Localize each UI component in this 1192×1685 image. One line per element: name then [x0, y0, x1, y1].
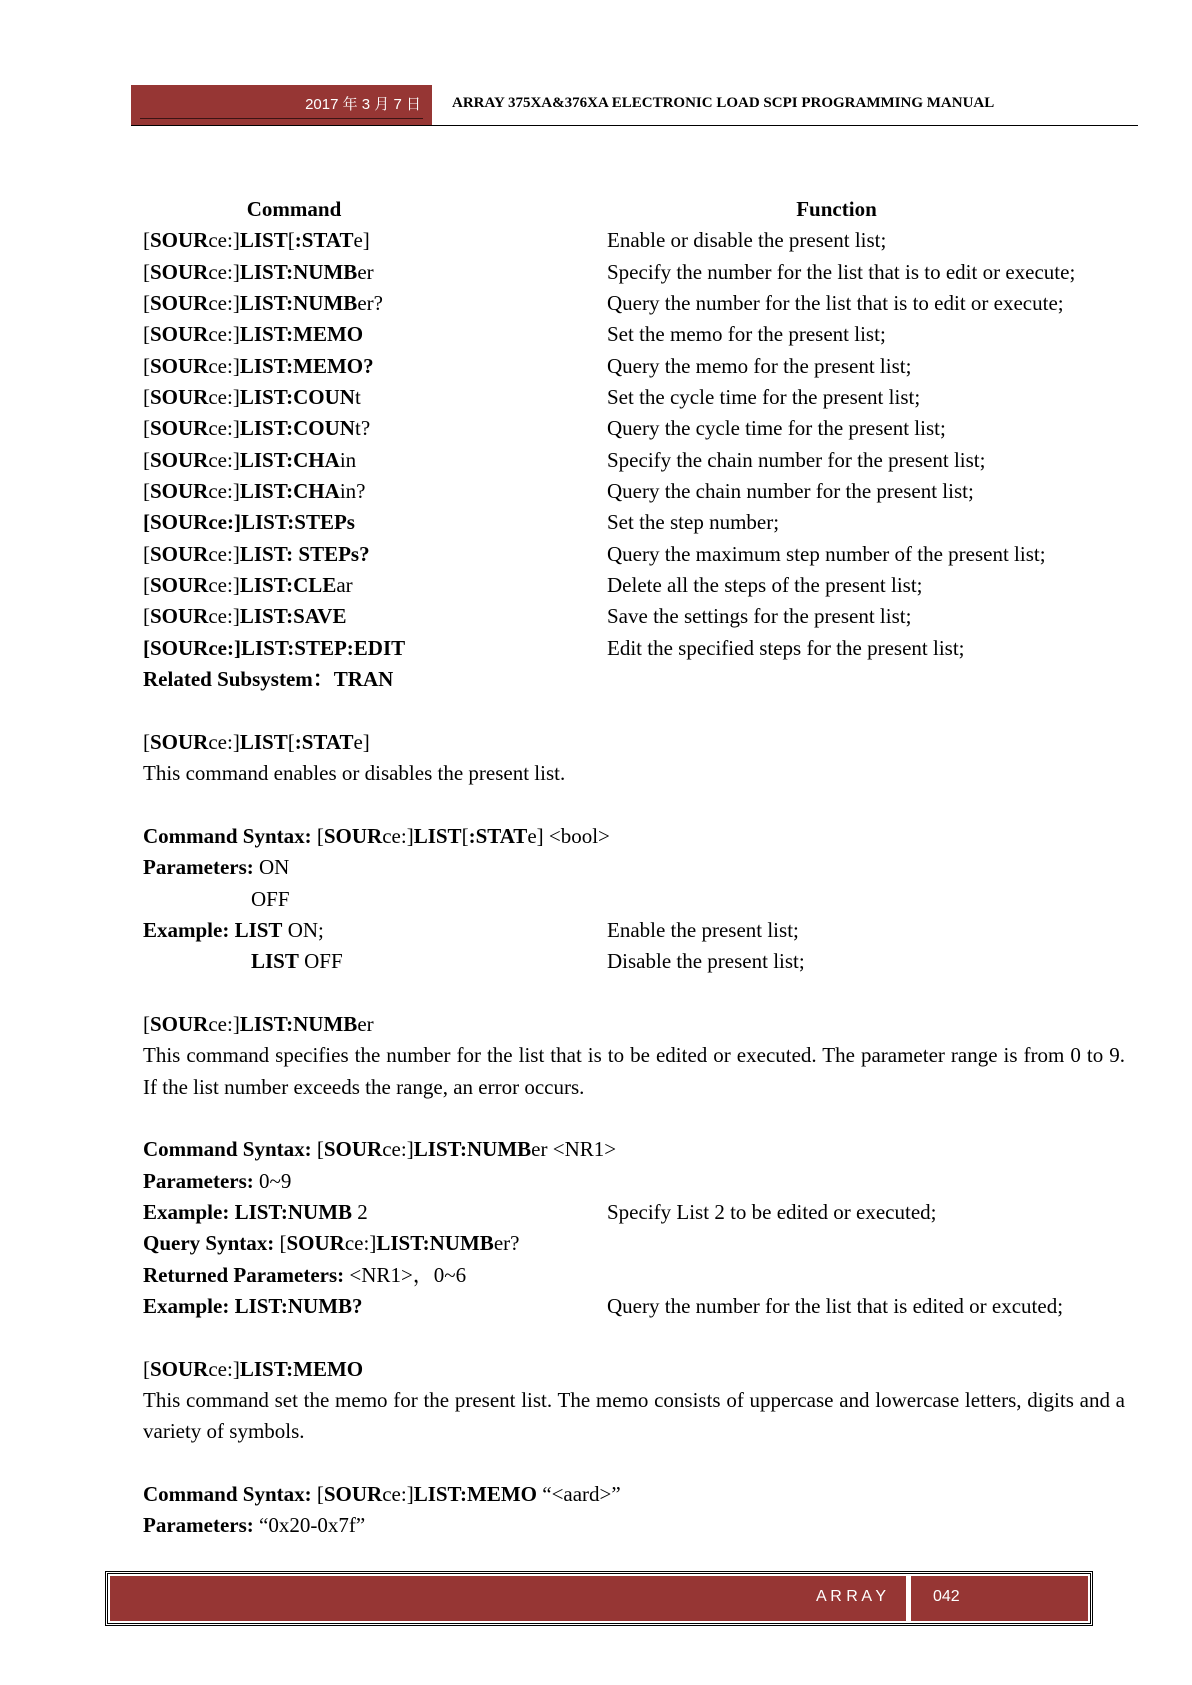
- function-cell: Edit the specified steps for the present list;: [607, 635, 965, 660]
- command-part-bold: LIST:CHA: [239, 447, 340, 472]
- value-part-text: ce:]: [382, 823, 414, 848]
- description-line: [0, 1040, 1125, 1071]
- command-part-bold: [SOURce:]LIST:STEPs: [143, 510, 355, 535]
- command-part-bold: LIST:SAVE: [239, 604, 347, 629]
- command-part-text: [: [143, 541, 150, 566]
- command-cell: [143, 542, 370, 566]
- command-table-row: [0, 476, 1125, 507]
- value-part-bold: LIST:NUMB: [234, 1200, 353, 1224]
- header-date: 2017 年 3 月 7 日: [305, 96, 421, 113]
- command-part-bold: LIST:COUN: [239, 416, 355, 441]
- heading-part-bold: LIST:NUMB: [239, 1011, 358, 1036]
- detail-note: Specify List 2 to be edited or executed;: [607, 1200, 937, 1224]
- function-cell: Query the maximum step number of the present list;: [607, 541, 1046, 566]
- detail-label: Example:: [143, 917, 230, 942]
- value-part-text: e] <bool>: [527, 823, 610, 848]
- command-part-bold: SOUR: [150, 228, 209, 253]
- command-table-row: [0, 539, 1125, 570]
- value-part-bold: SOUR: [323, 1482, 383, 1507]
- value-part-text: ON;: [282, 917, 324, 942]
- command-table-row: [0, 601, 1125, 632]
- command-part-text: er?: [357, 291, 383, 316]
- command-part-bold: SOUR: [150, 447, 209, 472]
- function-cell: Specify the chain number for the present list;: [607, 447, 986, 472]
- function-cell: Query the chain number for the present list;: [607, 479, 974, 504]
- command-part-bold: LIST:NUMB: [239, 291, 358, 316]
- command-part-bold: SOUR: [150, 573, 209, 598]
- heading-part-bold: SOUR: [150, 1011, 209, 1036]
- command-part-text: [: [143, 259, 150, 284]
- command-cell: [143, 510, 355, 534]
- heading-part-bold: SOUR: [150, 1356, 209, 1381]
- related-subsystem-row: [0, 664, 1125, 695]
- command-part-text: ce:]: [208, 447, 240, 472]
- heading-part-bold: LIST: [239, 729, 288, 754]
- command-cell: [143, 322, 363, 346]
- command-cell: [143, 354, 374, 378]
- command-table-row: [0, 570, 1125, 601]
- value-part-bold: :STAT: [468, 823, 528, 848]
- detail-row: [0, 884, 1125, 915]
- detail-label: Command Syntax:: [143, 1137, 312, 1162]
- value-part-text: [: [279, 1231, 287, 1256]
- command-table-row: [0, 382, 1125, 413]
- value-part-bold: LIST: [413, 823, 462, 848]
- header-date-box: [131, 85, 432, 126]
- description-text: This command set the memo for the present list. The memo consists of uppercase and lowercase letters, digits and a: [143, 1388, 1125, 1413]
- command-part-bold: LIST:MEMO: [239, 322, 364, 347]
- command-part-text: ce:]: [208, 479, 240, 504]
- command-table-row: [0, 225, 1125, 256]
- detail-label: Parameters:: [143, 1168, 254, 1193]
- table-header-row: [0, 194, 1125, 225]
- command-part-text: ce:]: [208, 259, 240, 284]
- value-part-bold: SOUR: [286, 1231, 345, 1256]
- function-cell: Enable or disable the present list;: [607, 228, 887, 253]
- command-part-text: ar: [336, 573, 353, 598]
- function-cell: Query the number for the list that is to edit or execute;: [607, 291, 1064, 316]
- heading-part-text: er: [357, 1011, 374, 1036]
- command-part-text: ce:]: [208, 573, 240, 598]
- command-part-text: ce:]: [208, 353, 240, 378]
- value-part-text: [: [461, 823, 469, 848]
- function-cell: Delete all the steps of the present list;: [607, 573, 923, 598]
- command-part-text: t?: [354, 416, 371, 441]
- command-table-row: [0, 507, 1125, 538]
- command-part-text: [: [287, 228, 295, 253]
- value-part-text: “0x20-0x7f”: [259, 1513, 366, 1538]
- function-cell: Save the settings for the present list;: [607, 604, 912, 629]
- command-table-row: [0, 633, 1125, 664]
- command-cell: [143, 604, 346, 628]
- command-table-row: [0, 288, 1125, 319]
- value-part-bold: LIST: [251, 949, 299, 974]
- command-part-bold: SOUR: [150, 259, 209, 284]
- heading-part-text: ce:]: [208, 1011, 240, 1036]
- heading-part-bold: SOUR: [150, 729, 209, 754]
- command-part-text: [: [143, 322, 150, 347]
- detail-row: [0, 1510, 1125, 1541]
- heading-part-text: [: [287, 729, 295, 754]
- command-table-row: [0, 319, 1125, 350]
- detail-row: [0, 946, 1125, 977]
- command-part-bold: LIST: STEPs?: [239, 541, 370, 566]
- related-subsystem-value: TRAN: [333, 667, 394, 692]
- value-part-bold: LIST:NUMB: [376, 1231, 494, 1256]
- value-part-bold: LIST: [234, 917, 283, 942]
- blank-line: [0, 1448, 1125, 1479]
- value-part-bold: SOUR: [323, 823, 383, 848]
- detail-row: [0, 1197, 1125, 1228]
- detail-note: Disable the present list;: [607, 949, 805, 974]
- description-text: If the list number exceeds the range, an error occurs.: [143, 1074, 585, 1099]
- detail-row: [0, 1291, 1125, 1322]
- heading-part-text: [: [143, 1011, 150, 1036]
- value-part-bold: LIST:MEMO: [413, 1482, 537, 1507]
- header-date-underline: [140, 118, 423, 119]
- value-part-text: [: [316, 1482, 324, 1507]
- description-line: [0, 1416, 1125, 1447]
- detail-label: Command Syntax:: [143, 1482, 312, 1507]
- command-part-text: ce:]: [208, 604, 240, 629]
- value-part-text: “<aard>”: [537, 1482, 621, 1507]
- command-part-bold: LIST:NUMB: [239, 259, 358, 284]
- description-text: This command enables or disables the present list.: [143, 761, 566, 786]
- command-cell: [143, 291, 383, 315]
- value-part-text: OFF: [251, 886, 290, 911]
- function-cell: Query the memo for the present list;: [607, 353, 912, 378]
- command-part-bold: :STAT: [294, 228, 354, 253]
- command-part-bold: SOUR: [150, 291, 209, 316]
- command-table-row: [0, 351, 1125, 382]
- detail-note: Query the number for the list that is edited or excuted;: [607, 1294, 1064, 1319]
- command-part-text: [: [143, 604, 150, 629]
- value-part-text: ce:]: [344, 1231, 377, 1256]
- command-table-row: [0, 445, 1125, 476]
- command-part-bold: SOUR: [150, 322, 209, 347]
- detail-label: Query Syntax:: [143, 1231, 275, 1256]
- command-part-text: e]: [353, 228, 370, 253]
- command-part-text: [: [143, 447, 150, 472]
- command-part-text: ce:]: [208, 385, 240, 410]
- command-part-text: in: [339, 447, 357, 472]
- command-part-text: er: [357, 259, 374, 284]
- detail-row: [0, 1134, 1125, 1165]
- function-cell: Set the cycle time for the present list;: [607, 385, 921, 410]
- command-part-bold: SOUR: [150, 353, 209, 378]
- command-part-text: ce:]: [208, 322, 240, 347]
- command-part-text: ce:]: [208, 541, 240, 566]
- description-line: [0, 758, 1125, 789]
- header-title: ARRAY 375XA&376XA ELECTRONIC LOAD SCPI PROGRAMMING MANUAL: [452, 95, 995, 111]
- detail-row: [0, 852, 1125, 883]
- document-body: [0, 194, 1192, 1542]
- heading-part-bold: :STAT: [294, 729, 354, 754]
- command-part-text: ce:]: [208, 416, 240, 441]
- heading-part-text: [: [143, 729, 150, 754]
- command-part-bold: SOUR: [150, 541, 209, 566]
- command-cell: [143, 448, 356, 472]
- command-cell: [143, 416, 370, 440]
- heading-part-text: ce:]: [208, 1356, 240, 1381]
- description-text: variety of symbols.: [143, 1419, 305, 1444]
- blank-line: [0, 1103, 1125, 1134]
- detail-row: [0, 1166, 1125, 1197]
- detail-label: Command Syntax:: [143, 823, 312, 848]
- value-part-text: ce:]: [382, 1137, 414, 1162]
- detail-row: [0, 821, 1125, 852]
- blank-line: [0, 1322, 1125, 1353]
- blank-line: [0, 696, 1125, 727]
- value-part-text: OFF: [298, 949, 343, 974]
- command-part-text: [: [143, 416, 150, 441]
- command-part-text: ce:]: [208, 291, 240, 316]
- detail-row: [0, 1479, 1125, 1510]
- heading-part-text: e]: [353, 729, 370, 754]
- detail-label: Parameters:: [143, 855, 254, 880]
- command-part-text: [: [143, 228, 150, 253]
- command-cell: [143, 479, 365, 503]
- detail-note: Enable the present list;: [607, 917, 799, 942]
- command-cell: [143, 385, 361, 409]
- value-part-bold: LIST:NUMB?: [234, 1294, 363, 1319]
- footer-bar: [105, 1571, 1093, 1626]
- command-cell: [143, 228, 370, 252]
- command-part-bold: LIST:MEMO?: [239, 353, 374, 378]
- description-line: [0, 1385, 1125, 1416]
- command-part-bold: SOUR: [150, 416, 209, 441]
- detail-row: [0, 1260, 1125, 1291]
- value-part-text: er?: [493, 1231, 520, 1256]
- value-part-text: <NR1>，0~6: [349, 1262, 467, 1287]
- command-part-text: [: [143, 479, 150, 504]
- command-part-text: [: [143, 385, 150, 410]
- detail-label: Example:: [143, 1200, 230, 1224]
- blank-line: [0, 978, 1125, 1009]
- value-part-text: [: [316, 823, 324, 848]
- function-cell: Set the memo for the present list;: [607, 322, 886, 347]
- command-part-text: in?: [339, 479, 366, 504]
- heading-part-text: [: [143, 1356, 150, 1381]
- value-part-text: ON: [259, 855, 290, 880]
- command-cell: [143, 636, 405, 660]
- command-part-bold: [SOURce:]LIST:STEP:EDIT: [143, 635, 406, 660]
- function-cell: Query the cycle time for the present list;: [607, 416, 946, 441]
- function-column-header: Function: [796, 197, 877, 221]
- command-cell: [143, 260, 374, 284]
- value-part-text: 2: [352, 1200, 368, 1224]
- page-number: 042: [911, 1576, 1088, 1621]
- command-part-text: [: [143, 291, 150, 316]
- description-line: [0, 1072, 1125, 1103]
- function-cell: Set the step number;: [607, 510, 780, 535]
- command-part-text: [: [143, 353, 150, 378]
- value-part-bold: SOUR: [323, 1137, 383, 1162]
- heading-part-bold: LIST:MEMO: [239, 1356, 364, 1381]
- section-heading: [0, 727, 1125, 758]
- detail-label: Example:: [143, 1294, 230, 1319]
- command-part-bold: LIST:CHA: [239, 479, 340, 504]
- detail-label: Returned Parameters:: [143, 1262, 345, 1287]
- detail-label: Parameters:: [143, 1513, 254, 1538]
- detail-row: [0, 1228, 1125, 1259]
- detail-row: [0, 915, 1125, 946]
- command-part-bold: LIST:CLE: [239, 573, 337, 598]
- command-part-bold: SOUR: [150, 604, 209, 629]
- heading-part-text: ce:]: [208, 729, 240, 754]
- footer-brand: A R R A Y: [110, 1576, 906, 1621]
- command-table-row: [0, 257, 1125, 288]
- value-part-text: er <NR1>: [531, 1137, 617, 1162]
- command-cell: [143, 573, 353, 597]
- blank-line: [0, 790, 1125, 821]
- command-part-bold: SOUR: [150, 479, 209, 504]
- command-column-header: Command: [246, 197, 342, 221]
- related-subsystem-label: Related Subsystem：: [143, 667, 334, 692]
- command-part-text: [: [143, 573, 150, 598]
- value-part-text: [: [316, 1137, 324, 1162]
- command-part-text: ce:]: [208, 228, 240, 253]
- command-part-text: t: [354, 385, 361, 410]
- value-part-text: 0~9: [259, 1168, 292, 1193]
- command-part-bold: LIST:COUN: [239, 385, 355, 410]
- function-cell: Specify the number for the list that is to edit or execute;: [607, 259, 1076, 284]
- value-part-text: ce:]: [382, 1482, 414, 1507]
- header-rule: [131, 125, 1138, 126]
- description-text: This command specifies the number for the list that is to be edited or executed. The parameter range is from 0 to 9.: [143, 1043, 1125, 1068]
- command-part-bold: LIST: [239, 228, 288, 253]
- section-heading: [0, 1009, 1125, 1040]
- section-heading: [0, 1354, 1125, 1385]
- command-table-row: [0, 413, 1125, 444]
- value-part-bold: LIST:NUMB: [413, 1137, 532, 1162]
- command-part-bold: SOUR: [150, 385, 209, 410]
